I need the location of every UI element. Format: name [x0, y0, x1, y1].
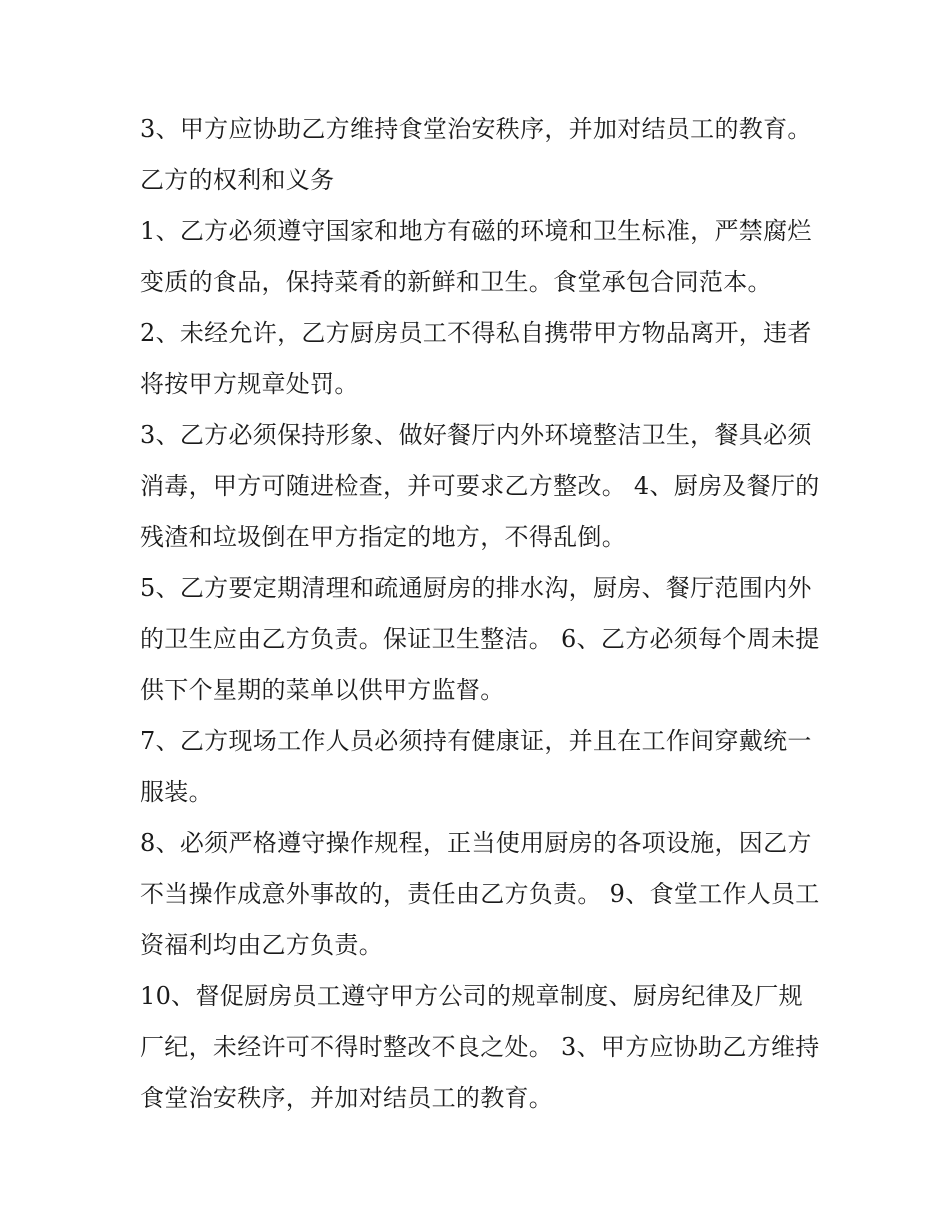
paragraph-1: 3、甲方应协助乙方维持食堂治安秩序，并加对结员工的教育。 乙方的权利和义务 [140, 115, 812, 194]
paragraph-7: 8、必须严格遵守操作规程，正当使用厨房的各项设施，因乙方不当操作成意外事故的，责任由乙方负责。 9、食堂工作人员工资福利均由乙方负责。 [140, 829, 820, 959]
paragraph-4: 3、乙方必须保持形象、做好餐厅内外环境整洁卫生，餐具必须消毒，甲方可随进检查，并可要求乙方整改。 4、厨房及餐厅的残渣和垃圾倒在甲方指定的地方，不得乱倒。 [140, 421, 820, 551]
paragraph-2: 1、乙方必须遵守国家和地方有磁的环境和卫生标准，严禁腐烂变质的食品，保持菜肴的新鲜和卫生。食堂承包合同范本。 [140, 217, 812, 296]
document-body [140, 104, 820, 1124]
paragraph-8: 10、督促厨房员工遵守甲方公司的规章制度、厨房纪律及厂规厂纪，未经许可不得时整改不良之处。 3、甲方应协助乙方维持食堂治安秩序，并加对结员工的教育。 [140, 982, 820, 1112]
paragraph-3: 2、未经允许，乙方厨房员工不得私自携带甲方物品离开，违者将按甲方规章处罚。 [140, 319, 812, 398]
paragraph-6: 7、乙方现场工作人员必须持有健康证，并且在工作间穿戴统一服装。 [140, 727, 812, 806]
paragraph-5: 5、乙方要定期清理和疏通厨房的排水沟，厨房、餐厅范围内外的卫生应由乙方负责。保证卫生整洁。 6、乙方必须每个周未提供下个星期的菜单以供甲方监督。 [140, 574, 820, 704]
